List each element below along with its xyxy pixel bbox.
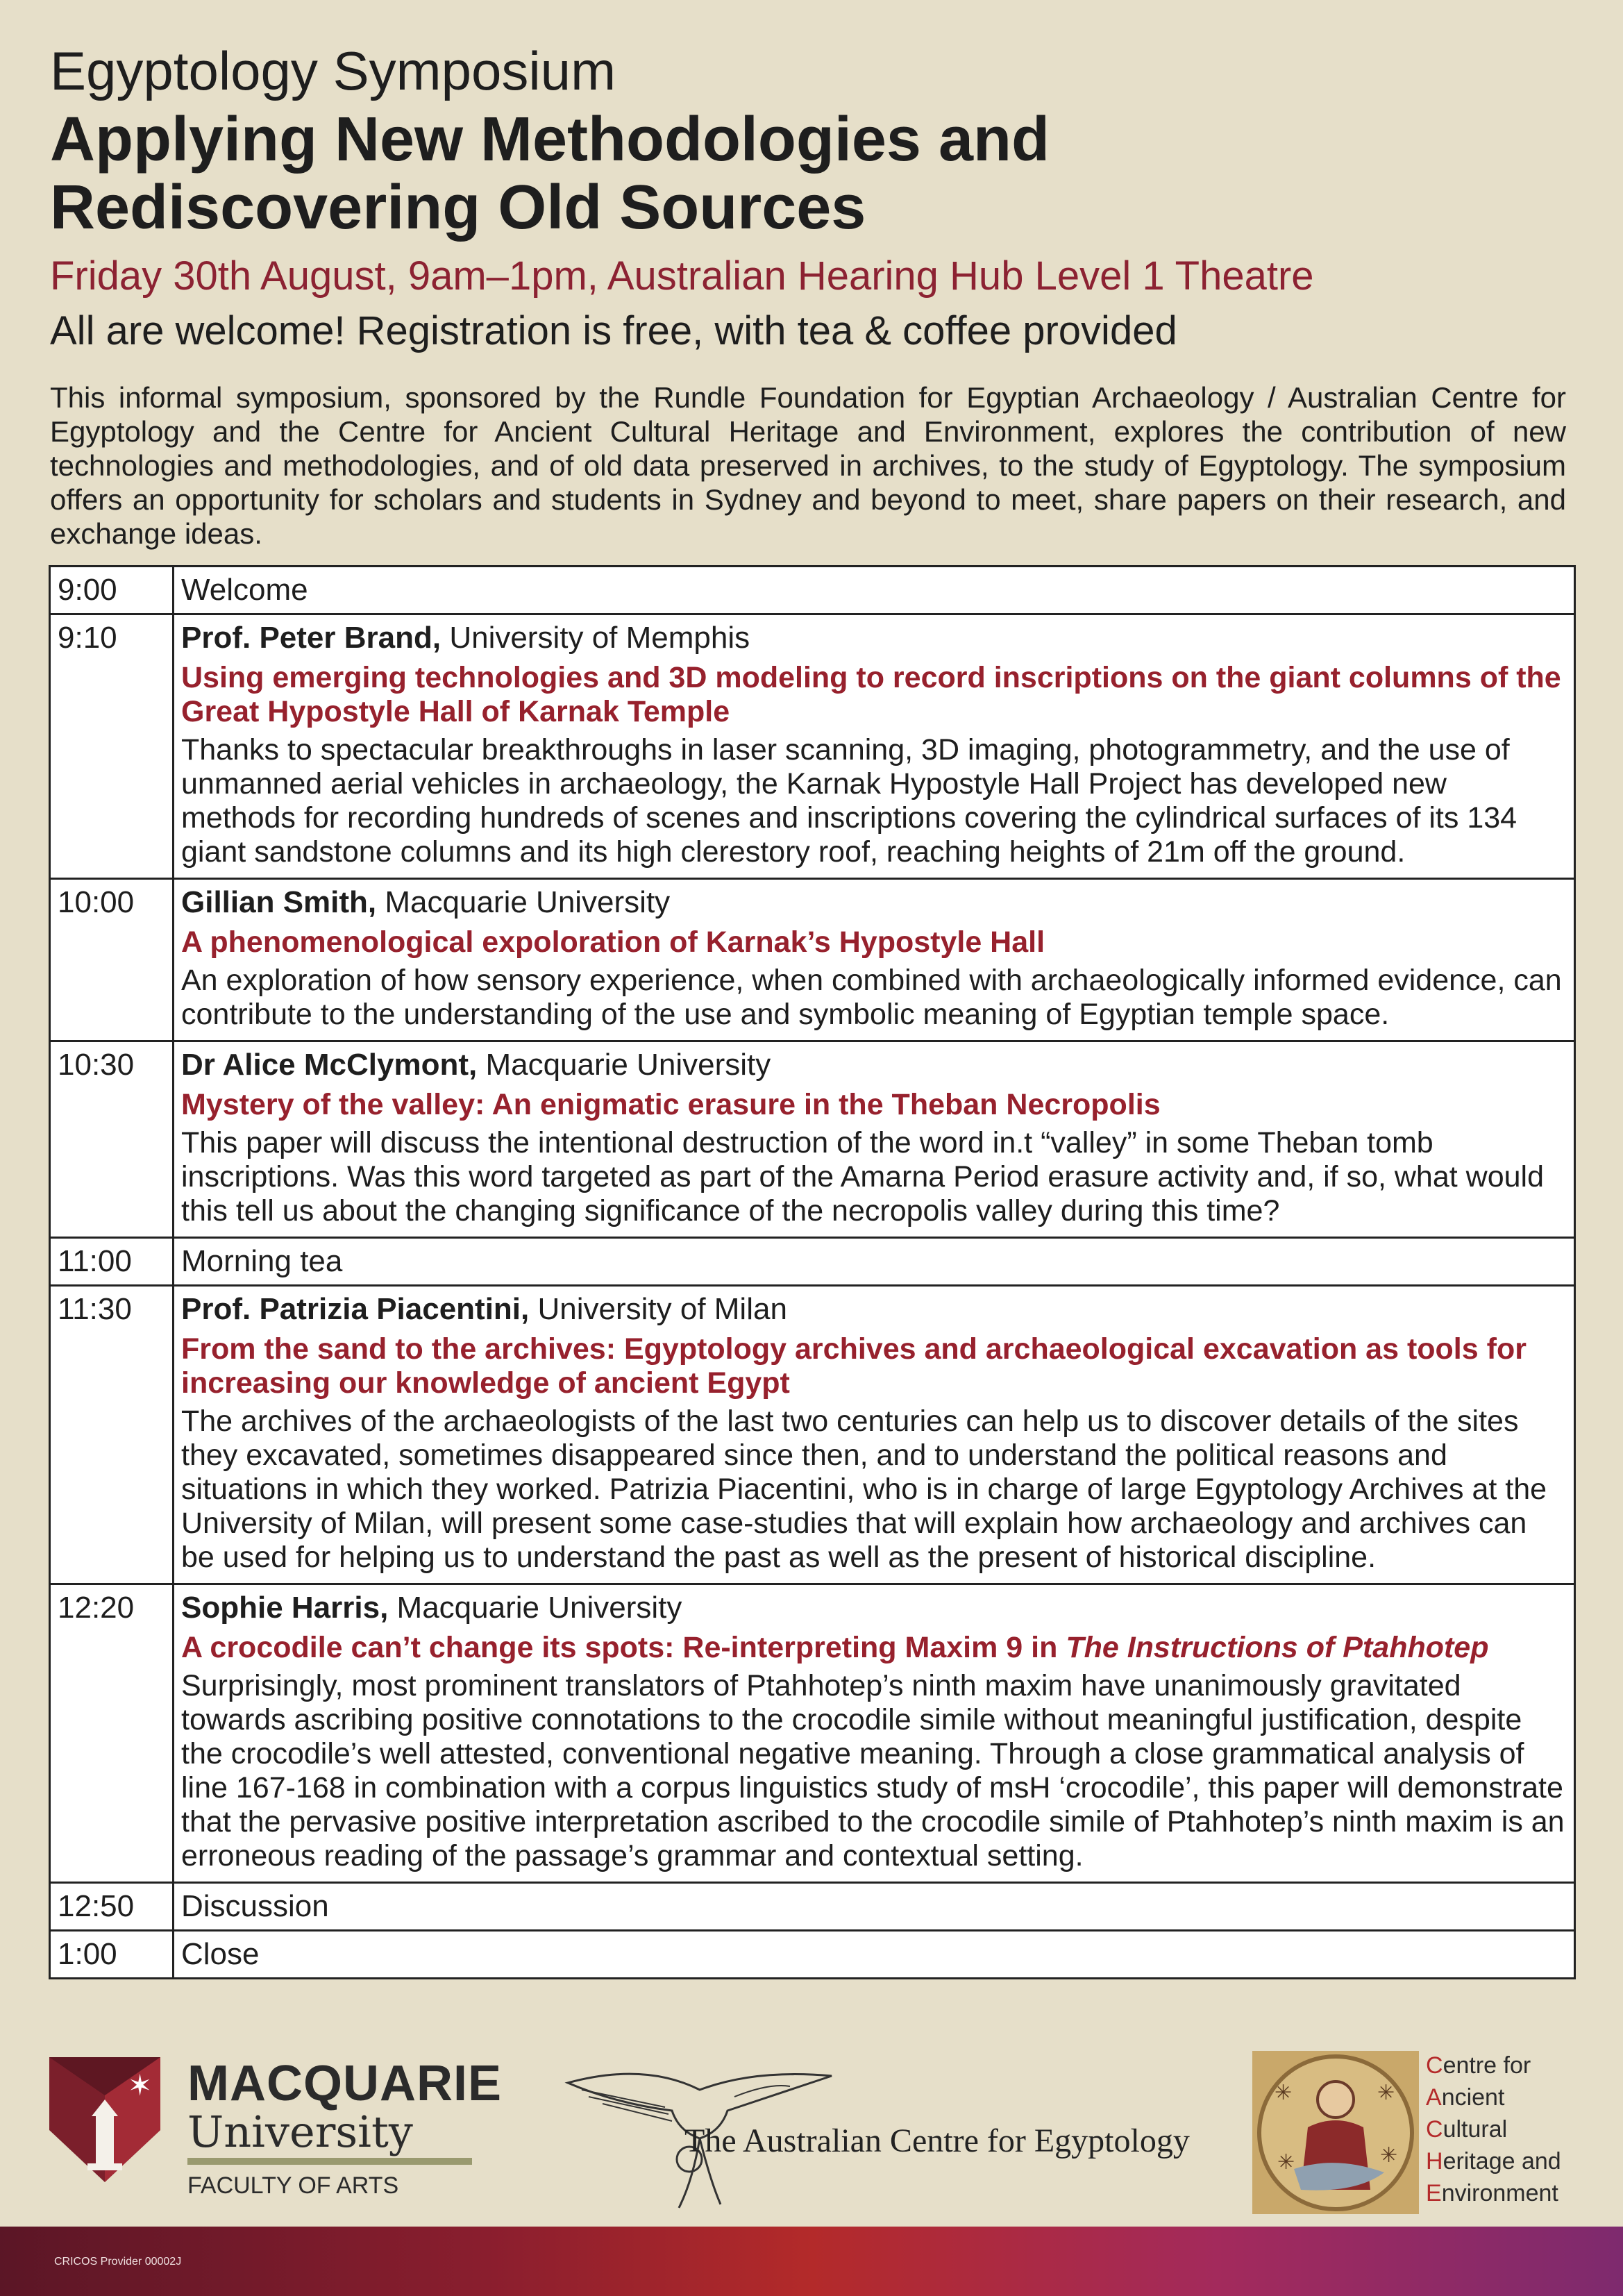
- paper-abstract: The archives of the archaeologists of the last two centuries can help us to discover details of the sites they excavated, sometimes disappeared since then, and to understand the political reasons and situations in which they worked. Patrizia Piacentini, who is in charge of large Egyptology Archives at the University of Milan, will present some case-studies that will explain how archaeology and archives can be used for helping us to understand the past as well as the present of historical discipline.: [181, 1405, 1547, 1574]
- speaker-affiliation: University of Milan: [529, 1292, 787, 1326]
- speaker-line: [181, 1048, 1567, 1082]
- talk-cell: [174, 879, 1575, 1041]
- date-line: Friday 30th August, 9am–1pm, Australian Hearing Hub Level 1 Theatre: [50, 253, 1314, 299]
- time-cell: 12:50: [50, 1883, 174, 1931]
- talk-cell: [174, 1041, 1575, 1238]
- speaker-name: Sophie Harris,: [181, 1591, 389, 1625]
- event-cell: Morning tea: [174, 1238, 1575, 1286]
- header: [50, 36, 1577, 358]
- time-cell: 11:30: [50, 1286, 174, 1584]
- event-label: Egyptology Symposium: [50, 40, 616, 101]
- paper-abstract: Surprisingly, most prominent translators of Ptahhotep’s ninth maxim have unanimously gravitated towards ascribing positive connotations to the crocodile simile without meaningful justification, despite the crocodile’s well attested, conventional negative meaning. Through a close grammatical analysis of line 167-168 in combination with a corpus linguistics study of msH ‘crocodile’, this paper will demonstrate that the pervasive positive interpretation ascribed to the crocodile simile of Ptahhotep’s ninth maxim is an erroneous reading of the passage’s grammar and contextual setting.: [181, 1669, 1565, 1872]
- page-title: [50, 106, 1577, 242]
- time-cell: 11:00: [50, 1238, 174, 1286]
- schedule-row-talk: [50, 614, 1575, 879]
- cache-wordmark: [1426, 2050, 1561, 2209]
- paper-title: From the sand to the archives: Egyptology archives and archaeological excavation as tools for increasing our knowledge of ancient Egypt: [181, 1332, 1527, 1400]
- schedule-row-talk: [50, 1286, 1575, 1584]
- cache-line: Ancient: [1426, 2084, 1505, 2111]
- speaker-name: Gillian Smith,: [181, 885, 377, 919]
- macquarie-rule: [187, 2158, 472, 2165]
- schedule-row-talk: [50, 1584, 1575, 1883]
- speaker-affiliation: Macquarie University: [477, 1048, 771, 1082]
- svg-text:✶: ✶: [128, 2068, 153, 2102]
- svg-text:✳: ✳: [1377, 2081, 1395, 2105]
- title-line-2: Rediscovering Old Sources: [50, 173, 866, 242]
- paper-title: Using emerging technologies and 3D modeling to record inscriptions on the giant columns of the Great Hypostyle Hall of Karnak Temple: [181, 661, 1561, 728]
- paper-abstract: This paper will discuss the intentional destruction of the word in.t “valley” in some Theban tomb inscriptions. Was this word targeted as part of the Amarna Period erasure activity and, if so, what would this tell us about the changing significance of the necropolis valley during this time?: [181, 1126, 1545, 1227]
- speaker-line: [181, 621, 1567, 655]
- schedule-row-talk: [50, 879, 1575, 1041]
- speaker-name: Prof. Patrizia Piacentini,: [181, 1292, 530, 1326]
- schedule-row-talk: [50, 1041, 1575, 1238]
- time-cell: 9:00: [50, 567, 174, 614]
- footer-bar: [0, 2227, 1623, 2296]
- intro-paragraph: This informal symposium, sponsored by the Rundle Foundation for Egyptian Archaeology / Australian Centre for Egyptology and the Centre for Ancient Cultural Heritage and Environment, explores the contribution of new technologies and methodologies, and of old data preserved in archives, to the study of Egyptology. The symposium offers an opportunity for scholars and students in Sydney and beyond to meet, share papers on their research, and exchange ideas.: [50, 381, 1566, 550]
- event-cell: Discussion: [174, 1883, 1575, 1931]
- time-cell: 10:00: [50, 879, 174, 1041]
- macquarie-name: MACQUARIE: [187, 2056, 502, 2111]
- speaker-name: Prof. Peter Brand,: [181, 621, 442, 655]
- time-cell: 1:00: [50, 1931, 174, 1979]
- paper-abstract: Thanks to spectacular breakthroughs in laser scanning, 3D imaging, photogrammetry, and the use of unmanned aerial vehicles in archaeology, the Karnak Hypostyle Hall Project has developed new methods for recording hundreds of scenes and inscriptions covering the cylindrical surfaces of its 134 giant sandstone columns and its high clerestory roof, reaching heights of 21m off the ground.: [181, 733, 1517, 869]
- talk-cell: [174, 1584, 1575, 1883]
- speaker-affiliation: Macquarie University: [388, 1591, 682, 1625]
- cache-line: Centre for: [1426, 2052, 1531, 2079]
- time-cell: 10:30: [50, 1041, 174, 1238]
- schedule-row-discussion: [50, 1883, 1575, 1931]
- speaker-line: [181, 1591, 1567, 1625]
- speaker-affiliation: Macquarie University: [376, 885, 671, 919]
- macquarie-university: University: [187, 2106, 413, 2157]
- speaker-line: [181, 1292, 1567, 1327]
- macquarie-wordmark: [187, 2058, 502, 2199]
- schedule-row-welcome: [50, 567, 1575, 614]
- cache-line: Cultural: [1426, 2116, 1508, 2143]
- schedule-table: [49, 565, 1576, 1979]
- time-cell: 12:20: [50, 1584, 174, 1883]
- schedule-row-morning-tea: [50, 1238, 1575, 1286]
- macquarie-shield-logo: [46, 2054, 164, 2186]
- cache-line: Environment: [1426, 2180, 1558, 2206]
- paper-title-text: A crocodile can’t change its spots: Re-interpreting Maxim 9 in: [181, 1631, 1066, 1664]
- welcome-line: All are welcome! Registration is free, with tea & coffee provided: [50, 308, 1177, 353]
- paper-title: Mystery of the valley: An enigmatic erasure in the Theban Necropolis: [181, 1088, 1161, 1121]
- svg-text:✳: ✳: [1275, 2081, 1293, 2105]
- svg-text:✳: ✳: [1380, 2143, 1398, 2168]
- macquarie-faculty: FACULTY OF ARTS: [187, 2172, 399, 2199]
- sponsor-logos: [0, 2041, 1623, 2208]
- cricos-number: CRICOS Provider 00002J: [54, 2256, 182, 2268]
- mosaic-emblem: [1252, 2051, 1419, 2214]
- paper-title: [181, 1631, 1567, 1665]
- title-line-1: Applying New Methodologies and: [50, 105, 1050, 174]
- event-cell: Close: [174, 1931, 1575, 1979]
- talk-cell: [174, 1286, 1575, 1584]
- schedule-row-close: [50, 1931, 1575, 1979]
- speaker-affiliation: University of Memphis: [441, 621, 750, 655]
- event-cell: Welcome: [174, 567, 1575, 614]
- cache-line: Heritage and: [1426, 2148, 1561, 2175]
- talk-cell: [174, 614, 1575, 879]
- speaker-name: Dr Alice McClymont,: [181, 1048, 478, 1082]
- ace-wordmark: The Australian Centre for Egyptology: [684, 2122, 1190, 2159]
- speaker-line: [181, 885, 1567, 920]
- time-cell: 9:10: [50, 614, 174, 879]
- paper-title-italic: The Instructions of Ptahhotep: [1066, 1631, 1489, 1664]
- svg-text:✳: ✳: [1277, 2150, 1295, 2175]
- paper-abstract: An exploration of how sensory experience, when combined with archaeologically informed evidence, can contribute to the understanding of the use and symbolic meaning of Egyptian temple space.: [181, 964, 1562, 1031]
- paper-title: A phenomenological expoloration of Karnak’s Hypostyle Hall: [181, 925, 1045, 959]
